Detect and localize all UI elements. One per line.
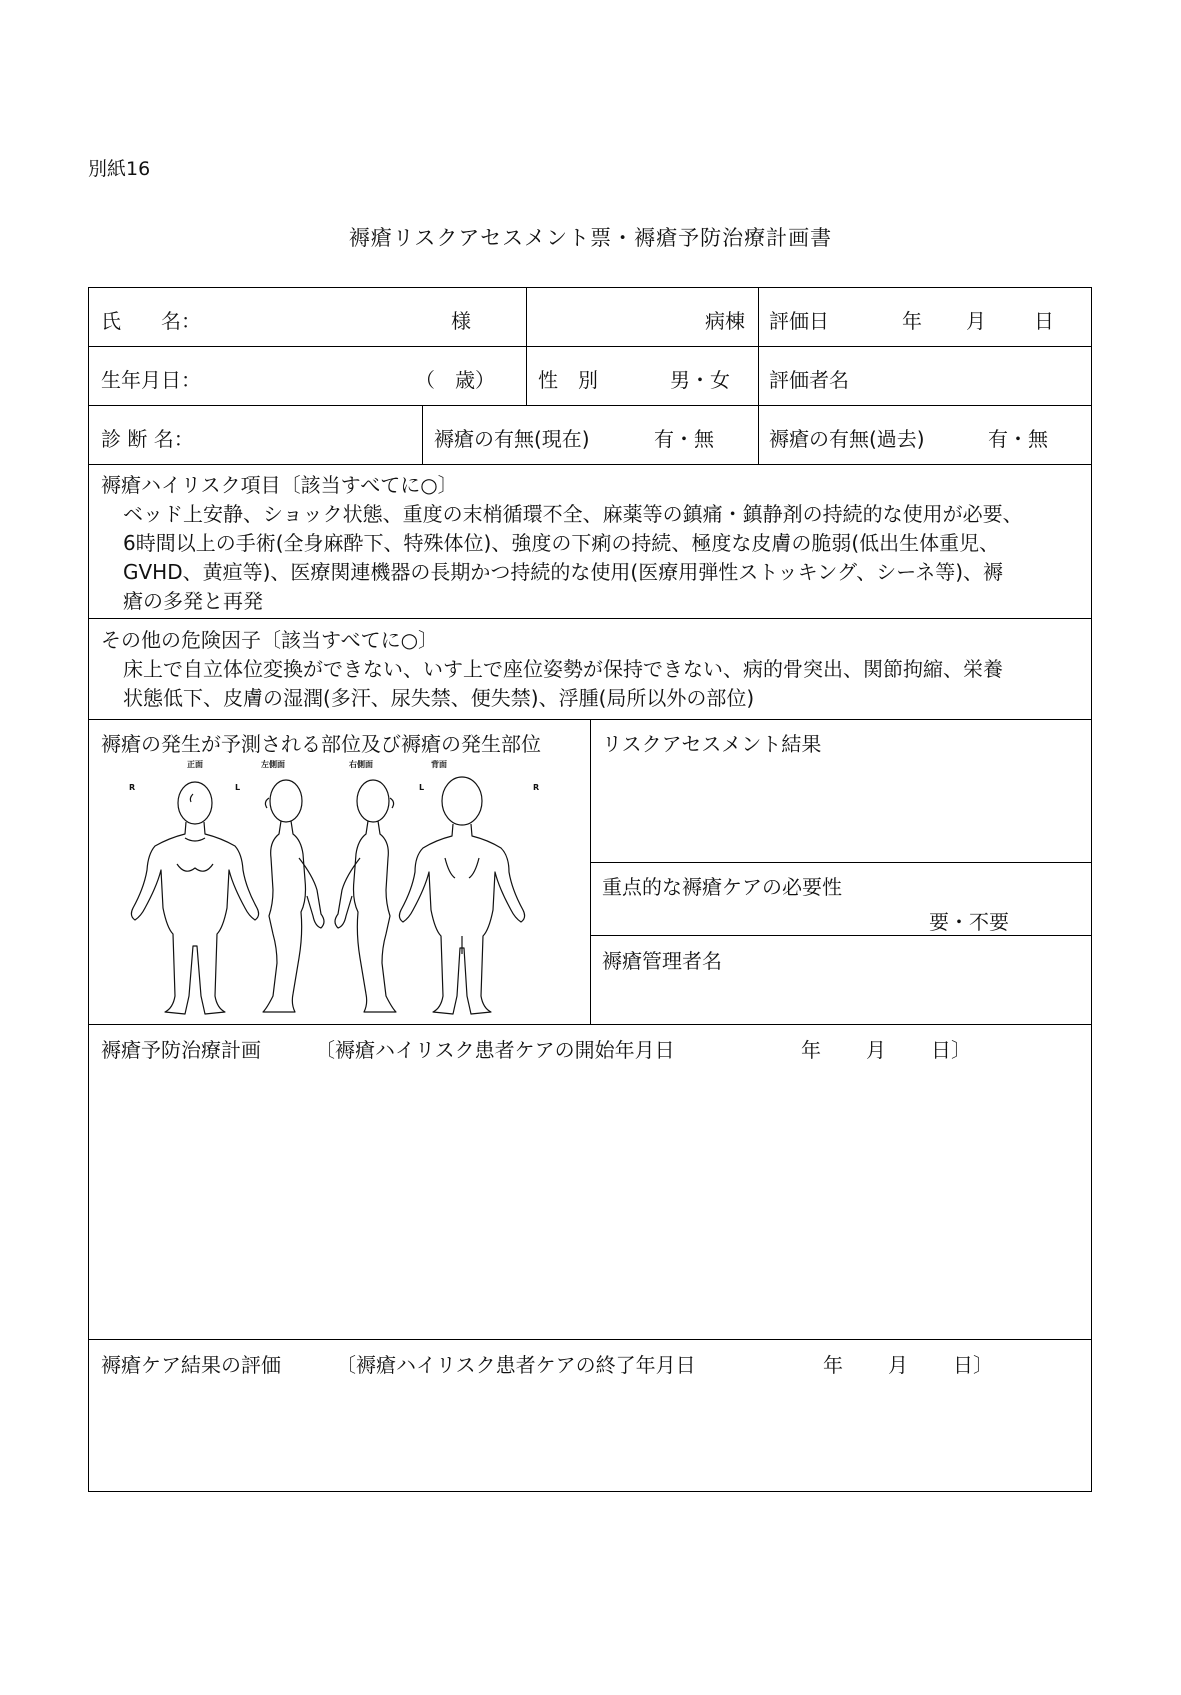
ulcer-manager-label: 褥瘡管理者名 [602,949,722,973]
front-body-outline [131,782,258,1014]
ward-label: 病棟 [705,309,745,333]
current-ulcer-options: 有・無 [654,427,714,451]
view-label-left: 左側面 [261,760,285,769]
row-divider [89,405,1091,406]
high-risk-section [101,471,1086,616]
row-divider [590,862,1091,863]
column-divider [422,405,423,464]
other-risk-line: 床上で自立体位変換ができない、いす上で座位姿勢が保持できない、病的骨突出、関節拘縮、栄養 [123,657,1003,681]
eval-date-label: 評価日 [769,309,829,333]
other-risk-section [101,626,1086,713]
high-risk-line: GVHD、黄疸等)、医療関連機器の長期かつ持続的な使用(医療用弾性ストッキング、シーネ等)、褥 [123,560,1004,584]
high-risk-heading: 褥瘡ハイリスク項目〔該当すべてに○〕 [101,473,458,497]
care-start-date-label: 〔褥瘡ハイリスク患者ケアの開始年月日 [315,1038,675,1062]
care-necessity-label: 重点的な褥瘡ケアの必要性 [602,875,842,899]
end-day-unit: 日〕 [953,1353,993,1377]
past-ulcer-options: 有・無 [988,427,1048,451]
assessment-form [88,287,1092,1492]
back-body-outline [399,777,524,1014]
care-evaluation-label: 褥瘡ケア結果の評価 [101,1353,281,1377]
assessment-result-label: リスクアセスメント結果 [602,732,822,756]
end-month-unit: 月 [888,1353,908,1377]
eval-month-unit: 月 [966,309,986,333]
name-label: 氏 名： [101,309,201,333]
row-divider [89,464,1091,465]
row-divider [590,935,1091,936]
row-divider [89,1024,1091,1025]
care-end-date-label: 〔褥瘡ハイリスク患者ケアの終了年月日 [336,1353,696,1377]
past-ulcer-label: 褥瘡の有無(過去) [769,427,925,451]
column-divider [758,288,759,464]
form-title: 褥瘡リスクアセスメント票・褥瘡予防治療計画書 [348,226,833,250]
high-risk-line: 6時間以上の手術(全身麻酔下、特殊体位)、強度の下痢の持続、極度な皮膚の脆弱(低出生体重児、 [123,531,1000,555]
side-marker: L [235,783,241,792]
view-label-right: 右側面 [349,760,373,769]
view-label-back: 背面 [431,760,447,769]
treatment-plan-label: 褥瘡予防治療計画 [101,1038,261,1062]
side-marker: R [129,783,136,792]
side-marker: R [533,783,540,792]
right-side-body-outline [335,780,396,1012]
side-marker: L [419,783,425,792]
left-side-body-outline [263,780,324,1012]
column-divider [526,288,527,405]
other-risk-heading: その他の危険因子〔該当すべてに○〕 [101,628,439,652]
start-month-unit: 月 [866,1038,886,1062]
start-day-unit: 日〕 [931,1038,971,1062]
eval-day-unit: 日 [1034,309,1054,333]
eval-year-unit: 年 [902,309,922,333]
high-risk-line: 瘡の多発と再発 [123,589,263,613]
diagnosis-label: 診 断 名： [101,427,194,451]
care-necessity-options: 要・不要 [929,910,1009,934]
column-divider [590,719,591,1024]
end-year-unit: 年 [823,1353,843,1377]
sex-options: 男・女 [670,368,730,392]
birth-date-label: 生年月日： [101,368,201,392]
view-label-front: 正面 [187,760,203,769]
sex-label: 性 別 [538,368,598,392]
age-field: （ 歳） [415,368,495,392]
attachment-label: 別紙16 [88,158,151,180]
evaluator-label: 評価者名 [769,368,849,392]
row-divider [89,346,1091,347]
body-map-figure[interactable] [123,758,557,1020]
high-risk-line: ベッド上安静、ショック状態、重度の末梢循環不全、麻薬等の鎮痛・鎮静剤の持続的な使用が必要、 [123,502,1023,526]
name-suffix: 様 [451,309,471,333]
start-year-unit: 年 [801,1038,821,1062]
row-divider [89,1339,1091,1340]
other-risk-line: 状態低下、皮膚の湿潤(多汗、尿失禁、便失禁)、浮腫(局所以外の部位) [123,686,755,710]
current-ulcer-label: 褥瘡の有無(現在) [434,427,590,451]
row-divider [89,618,1091,619]
body-map-heading: 褥瘡の発生が予測される部位及び褥瘡の発生部位 [101,732,541,756]
